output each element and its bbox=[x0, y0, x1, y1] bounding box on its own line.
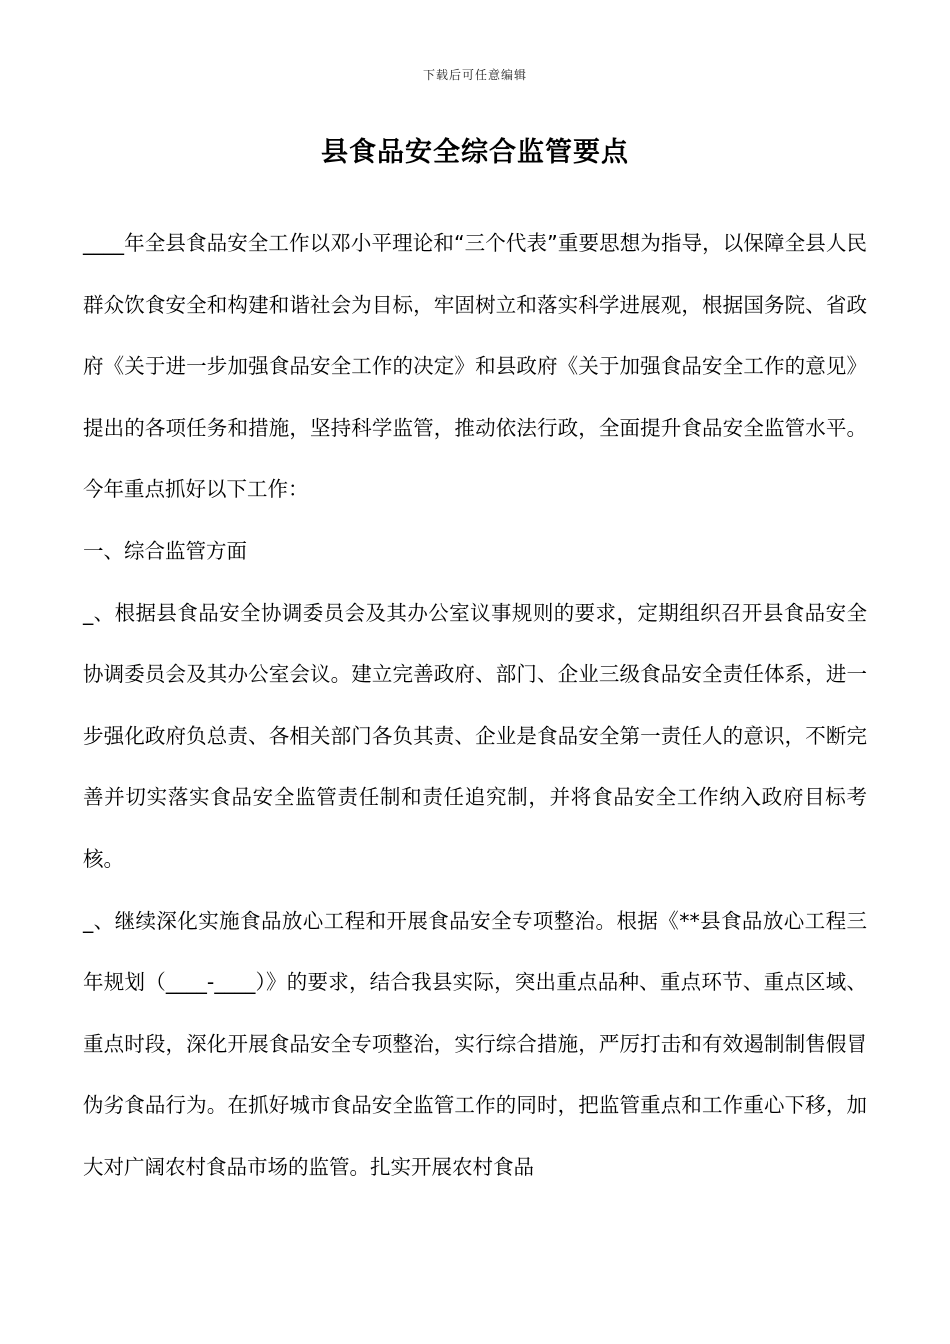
header-note: 下载后可任意编辑 bbox=[422, 68, 527, 82]
section-heading: 一、综合监管方面 bbox=[83, 538, 247, 563]
document-body bbox=[83, 213, 867, 1199]
item-paragraph-2: _、继续深化实施食品放心工程和开展食品安全专项整治。根据《**县食品放心工程三年规划（____-____）》的要求，结合我县实际，突出重点品种、重点环节、重点区域、重点时段，深化开展食品安全专项整治，实行综合措施，严厉打击和有效遏制制售假冒伪劣食品行为。在抓好城市食品安全监管工作的同时，把监管重点和工作重心下移，加大对广阔农村食品市场的监管。扎实开展农村食品 bbox=[83, 908, 867, 1179]
document-title: 县食品安全综合监管要点 bbox=[321, 137, 629, 168]
item-paragraph-1: _、根据县食品安全协调委员会及其办公室议事规则的要求，定期组织召开县食品安全协调委员会及其办公室会议。建立完善政府、部门、企业三级食品安全责任体系，进一步强化政府负总责、各相关部门各负其责、企业是食品安全第一责任人的意识，不断完善并切实落实食品安全监管责任制和责任追究制，并将食品安全工作纳入政府目标考核。 bbox=[83, 600, 867, 871]
intro-paragraph: ____年全县食品安全工作以邓小平理论和“三个代表”重要思想为指导，以保障全县人民群众饮食安全和构建和谐社会为目标，牢固树立和落实科学进展观，根据国务院、省政府《关于进一步加强食品安全工作的决定》和县政府《关于加强食品安全工作的意见》提出的各项任务和措施，坚持科学监管，推动依法行政，全面提升食品安全监管水平。今年重点抓好以下工作： bbox=[83, 231, 867, 502]
